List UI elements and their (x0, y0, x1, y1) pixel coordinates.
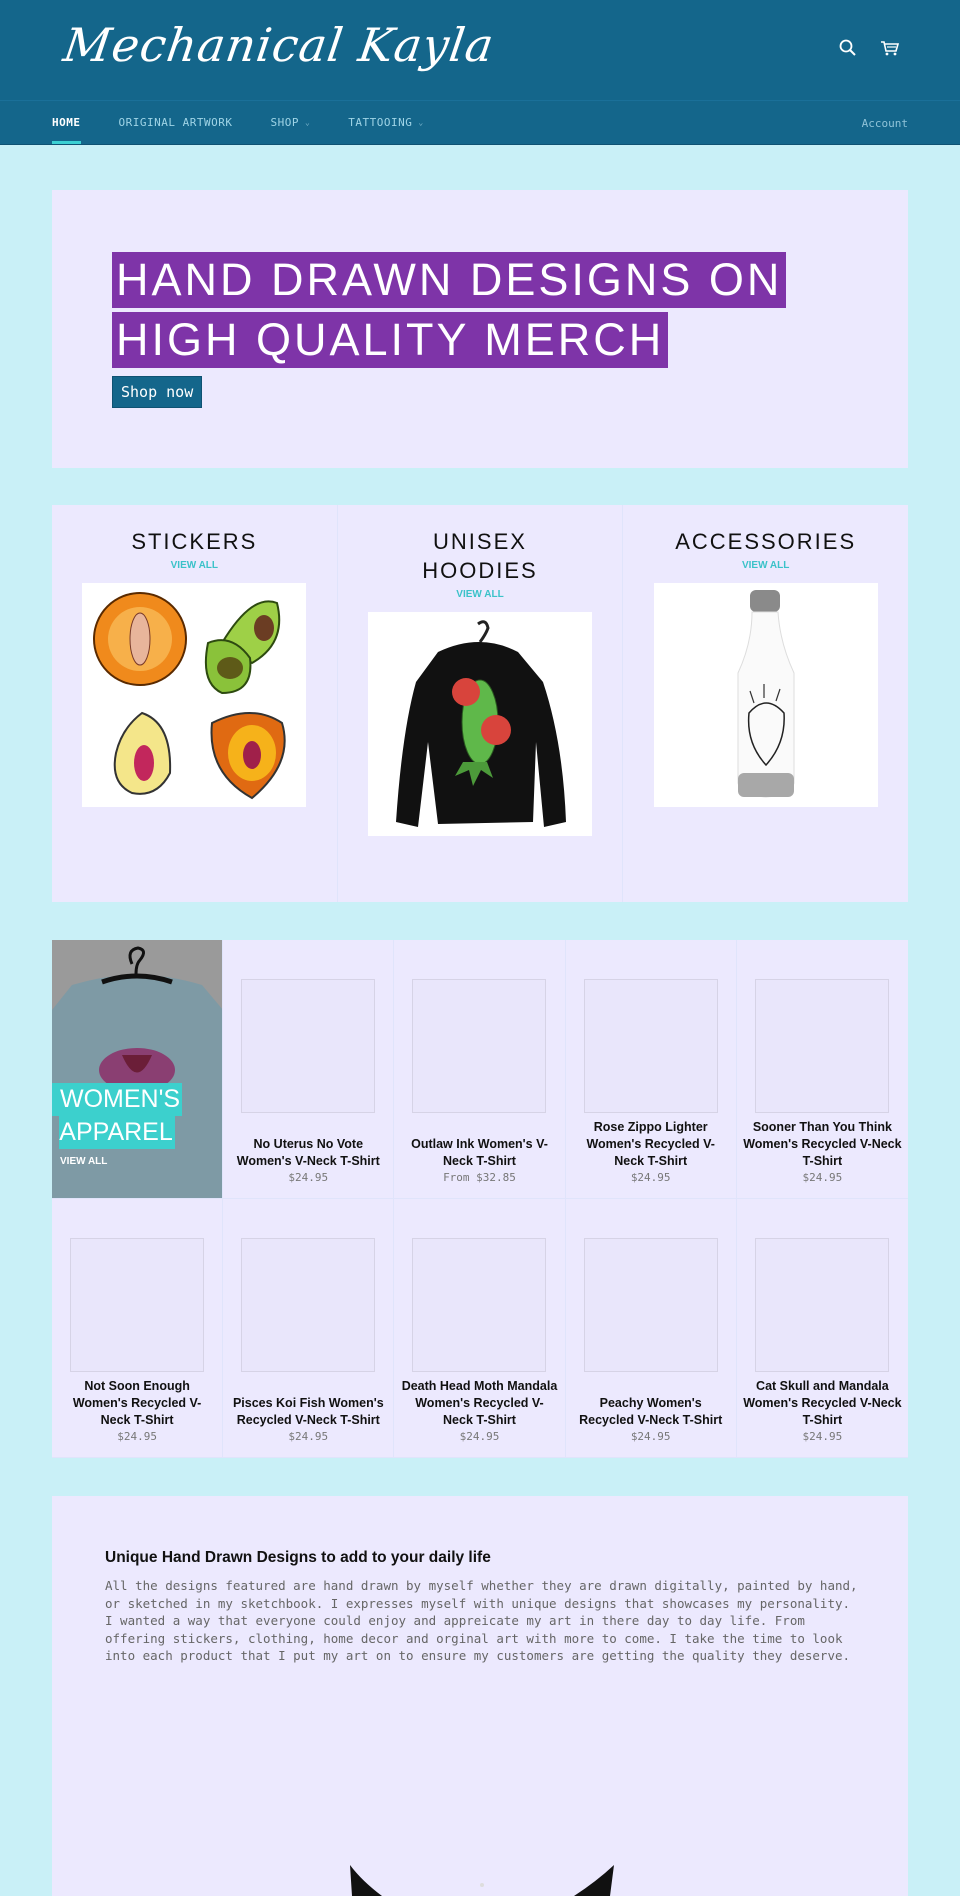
nav-label: TATTOOING (348, 116, 413, 129)
featured-collection-title (52, 1083, 182, 1149)
view-all-link[interactable]: VIEW ALL (170, 560, 219, 571)
product-name: Sooner Than You Think Women's Recycled V-Neck T-Shirt (743, 1120, 902, 1168)
about-section (52, 1496, 908, 1896)
product-image-placeholder[interactable] (412, 979, 546, 1113)
product-card[interactable] (394, 1199, 565, 1458)
nav-item-home[interactable] (52, 101, 81, 144)
product-name: Death Head Moth Mandala Women's Recycled V-Neck T-Shirt (401, 1379, 558, 1427)
product-price: From $32.85 (443, 1171, 516, 1184)
product-price: $24.95 (630, 1171, 671, 1184)
nav-item-tattooing[interactable] (348, 101, 423, 144)
product-price: $24.95 (802, 1171, 843, 1184)
product-card[interactable] (52, 1199, 223, 1458)
stickers-image[interactable] (82, 583, 306, 807)
site-logo[interactable]: Mechanical Kayla (60, 18, 498, 72)
product-price: $24.95 (802, 1430, 843, 1443)
main-nav (0, 100, 960, 145)
product-card[interactable] (566, 1199, 737, 1458)
product-image-placeholder[interactable] (70, 1238, 204, 1372)
collection-stickers[interactable] (52, 505, 338, 902)
product-price: $24.95 (630, 1430, 671, 1443)
about-text: All the designs featured are hand drawn by myself whether they are drawn digitally, painted by hand, or sketched in my sketchbook. I expresses myself with unique designs that showcases my personality. I wanted a way that everyone could enjoy and appreicate my art in there day to day life. From offering stickers, clothing, home decor and orginal art with more to come. I take the time to look into each product that I put my art on to ensure my customers are getting the quality they deserve. (105, 1578, 858, 1663)
view-all-link[interactable]: VIEW ALL (741, 560, 790, 571)
nav-label: ORIGINAL ARTWORK (118, 116, 233, 129)
product-image-placeholder[interactable] (584, 979, 718, 1113)
nav-item-original-artwork[interactable] (119, 101, 233, 144)
product-name: Pisces Koi Fish Women's Recycled V-Neck T-Shirt (232, 1396, 384, 1427)
product-price: $24.95 (288, 1430, 329, 1443)
nav-label: SHOP (270, 116, 299, 129)
collection-list (52, 505, 908, 902)
cat-skull-image (342, 1851, 622, 1896)
collection-accessories[interactable] (623, 505, 908, 902)
hoodie-image[interactable] (368, 612, 592, 836)
view-all-link[interactable]: VIEW ALL (456, 589, 504, 600)
product-name: Cat Skull and Mandala Women's Recycled V-Neck T-Shirt (743, 1379, 902, 1427)
product-image-placeholder[interactable] (755, 979, 889, 1113)
collection-title: ACCESSORIES (675, 529, 857, 554)
product-card[interactable] (737, 940, 908, 1199)
featured-title-line: WOMEN'S (52, 1083, 182, 1116)
product-card[interactable] (223, 1199, 394, 1458)
product-image-placeholder[interactable] (241, 979, 375, 1113)
product-name: Rose Zippo Lighter Women's Recycled V-Neck T-Shirt (586, 1120, 715, 1168)
account-link[interactable]: Account (861, 117, 908, 130)
about-title: Unique Hand Drawn Designs to add to your daily life (105, 1549, 491, 1566)
product-image-placeholder[interactable] (755, 1238, 889, 1372)
header-icons (838, 38, 900, 58)
product-name: Peachy Women's Recycled V-Neck T-Shirt (579, 1396, 723, 1427)
product-image-placeholder[interactable] (584, 1238, 718, 1372)
chevron-down-icon: ⌄ (304, 118, 311, 127)
water-bottle-image[interactable] (654, 583, 878, 807)
product-name: Outlaw Ink Women's V-Neck T-Shirt (411, 1137, 548, 1168)
hero-title-line: HIGH QUALITY MERCH (112, 312, 668, 368)
product-price: $24.95 (459, 1430, 500, 1443)
hero-title (112, 252, 786, 372)
product-grid (52, 940, 908, 1458)
shop-now-button[interactable]: Shop now (112, 376, 202, 408)
featured-collection-womens-apparel[interactable] (52, 940, 223, 1199)
product-image-placeholder[interactable] (241, 1238, 375, 1372)
collection-title: UNISEX HOODIES (422, 529, 538, 583)
product-name: No Uterus No Vote Women's V-Neck T-Shirt (236, 1137, 380, 1168)
product-card[interactable] (223, 940, 394, 1199)
search-icon[interactable] (838, 38, 858, 58)
site-header (0, 0, 960, 100)
view-all-link[interactable]: VIEW ALL (60, 1156, 108, 1167)
collection-title: STICKERS (131, 529, 258, 554)
nav-label: HOME (52, 116, 81, 129)
nav-item-shop[interactable] (270, 101, 310, 144)
product-price: $24.95 (288, 1171, 329, 1184)
product-card[interactable] (566, 940, 737, 1199)
chevron-down-icon: ⌄ (418, 118, 424, 127)
cart-icon[interactable] (880, 38, 900, 58)
collection-unisex-hoodies[interactable] (338, 505, 624, 902)
hero-banner (52, 190, 908, 468)
product-name: Not Soon Enough Women's Recycled V-Neck T-Shirt (72, 1379, 202, 1427)
featured-title-line: APPAREL (59, 1116, 174, 1149)
hero-title-line: HAND DRAWN DESIGNS ON (112, 252, 786, 308)
product-card[interactable] (394, 940, 565, 1199)
product-card[interactable] (737, 1199, 908, 1458)
product-price: $24.95 (117, 1430, 157, 1443)
product-image-placeholder[interactable] (412, 1238, 546, 1372)
